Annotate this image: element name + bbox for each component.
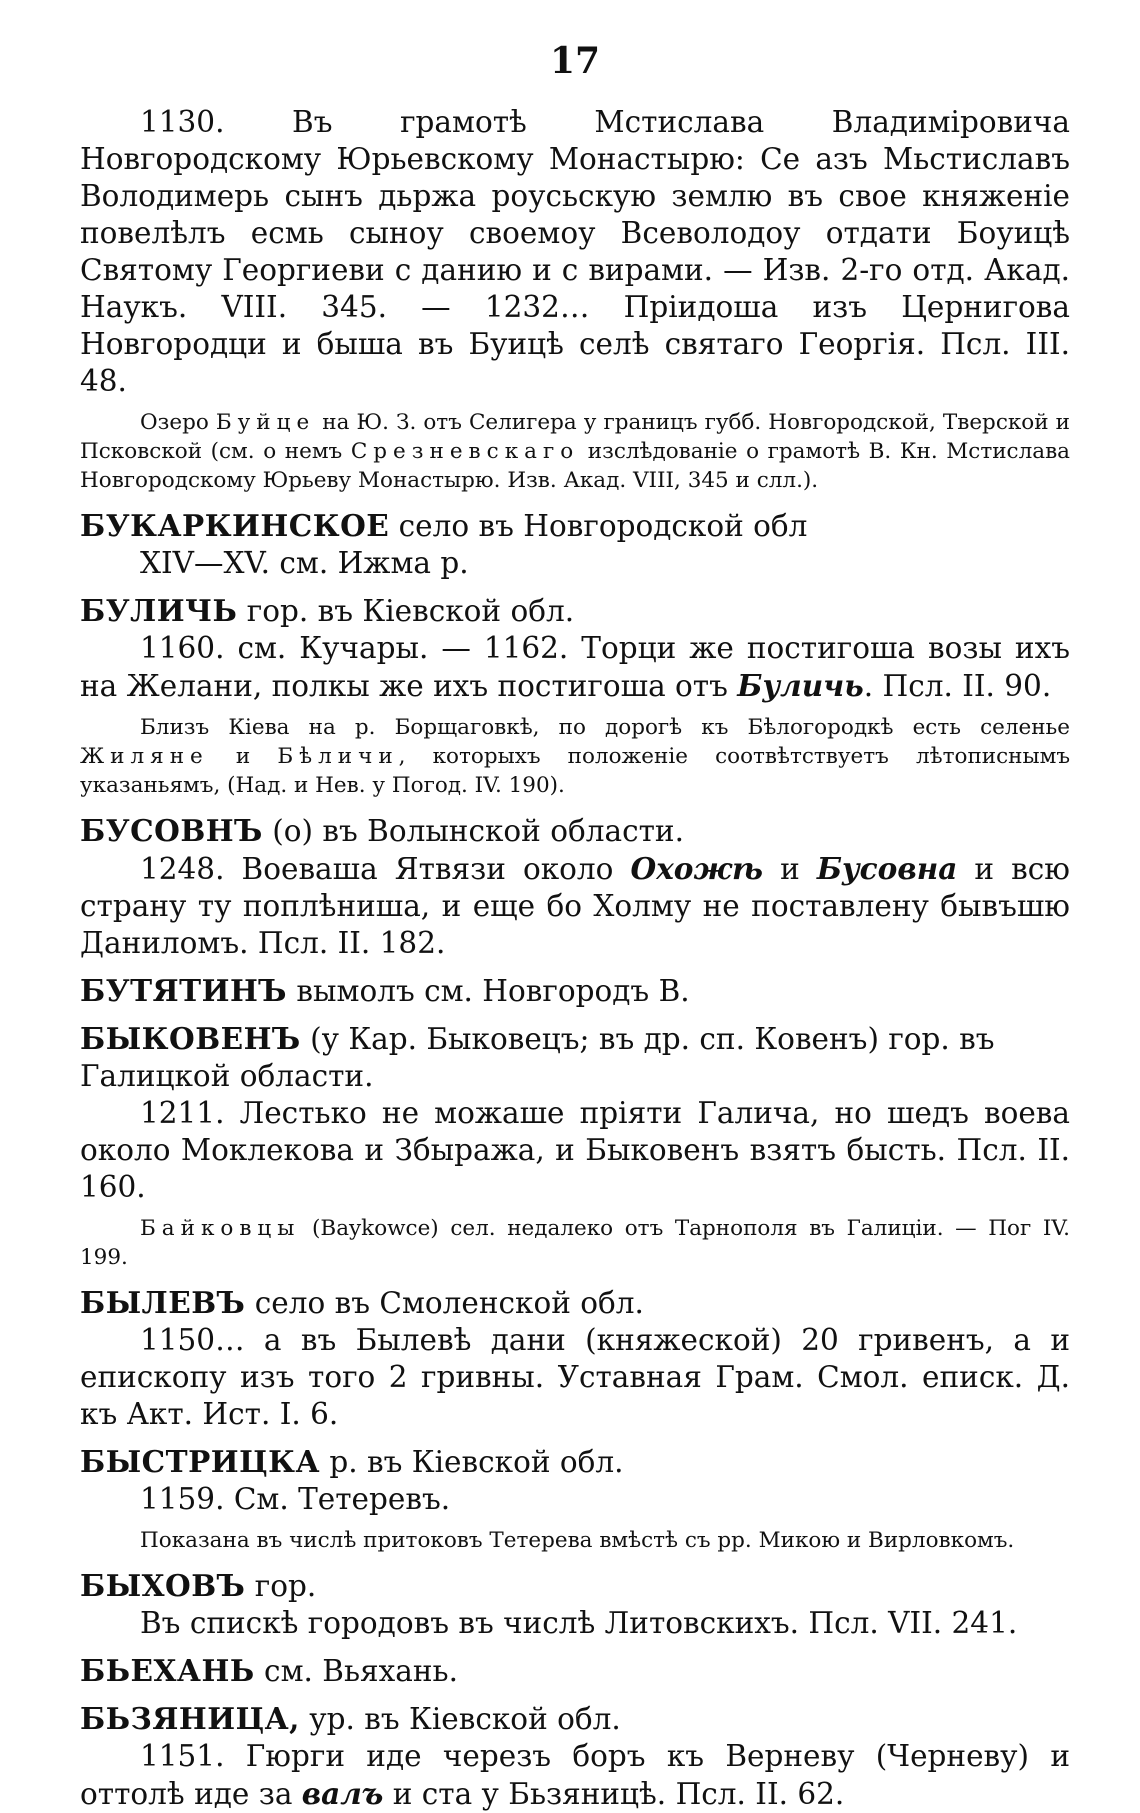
citation-text-a: 1151. Гюрги иде черезъ боръ къ Верневу (Черневу) и оттолѣ иде за — [80, 1739, 1070, 1811]
entry-heading — [80, 1443, 1070, 1481]
citation-italic: валъ — [301, 1776, 384, 1811]
citation-text-b: и всю страну ту поплѣниша, и еще бо Холму не поставлену бывъшю Даниломъ. Псл. II. 182. — [80, 852, 1070, 960]
entry-description: гор. въ Кіевской обл. — [237, 594, 575, 628]
entry-description: ур. въ Кіевской обл. — [299, 1702, 621, 1736]
intro-note-author: Срезневскаго — [350, 439, 580, 464]
entry-description: гор. — [245, 1569, 317, 1603]
citation-text-b: . Псл. II. 90. — [863, 669, 1052, 703]
note-middle: и — [208, 744, 278, 769]
entry-byehan — [80, 1652, 1070, 1690]
entry-heading — [80, 507, 1070, 545]
entry-description: (у Кар. Быковецъ; въ др. сп. Ковенъ) гор. въ Галицкой области. — [80, 1022, 995, 1093]
entry-citation: 1211. Лестько не можаше пріяти Галича, но шедъ воева около Моклекова и Збыража, и Быковенъ взятъ бысть. Псл. II. 160. — [80, 1096, 1070, 1204]
entry-heading — [80, 972, 1070, 1010]
note-spaced-1: Жиляне — [80, 744, 209, 769]
entry-byhov — [80, 1567, 1070, 1642]
entry-description: (о) въ Волынской области. — [262, 814, 684, 848]
entry-note: Показана въ числѣ притоковъ Тетерева вмѣстѣ съ рр. Микою и Вирловкомъ. — [140, 1528, 1015, 1553]
entry-heading — [80, 812, 1070, 850]
entry-term: БЬЕХАНЬ — [80, 1653, 255, 1688]
entry-term: БЬЗЯНИЦА, — [80, 1701, 300, 1736]
entry-term: БУТЯТИНЪ — [80, 973, 288, 1008]
intro-note-spaced-word: Буйце — [215, 410, 316, 435]
entry-citation — [80, 850, 1070, 962]
entry-term: БУЛИЧЬ — [80, 593, 238, 628]
entry-description: р. въ Кіевской обл. — [320, 1445, 624, 1479]
entry-bylev — [80, 1284, 1070, 1433]
note-text-a: Близъ Кіева на р. Борщаговкѣ, по дорогѣ къ Бѣлогородкѣ есть селенье — [140, 715, 1070, 740]
entry-bukarkinskoe — [80, 507, 1070, 582]
citation-italic-1: Охожѣ — [630, 851, 763, 886]
entry-term: БЫХОВЪ — [80, 1568, 246, 1603]
entry-busovn — [80, 812, 1070, 962]
note-spaced-2: Бѣличи — [277, 744, 399, 769]
citation-middle: и — [762, 852, 817, 886]
entry-butyatin — [80, 972, 1070, 1010]
entry-heading — [80, 1700, 1070, 1738]
intro-note-prefix: Озеро — [140, 410, 216, 435]
entry-term: БЫКОВЕНЪ — [80, 1021, 301, 1056]
entry-note — [80, 713, 1070, 800]
entry-heading — [80, 1284, 1070, 1322]
entry-heading — [80, 1020, 1070, 1095]
entry-note — [80, 1214, 1070, 1272]
entry-bystritska — [80, 1443, 1070, 1555]
citation-italic: Буличь — [737, 668, 864, 703]
entry-description: село въ Новгородской обл — [389, 509, 808, 543]
intro-note-suffix: изслѣдованіе о грамотѣ В. Кн. Мстислава Новгородскому Юрьеву Монастырю. Изв. Акад. VIII, 345 и слл.). — [80, 439, 1070, 493]
citation-text-a: 1160. см. Кучары. — 1162. Торци же постигоша возы ихъ на Желани, полкы же ихъ постигоша отъ — [80, 631, 1070, 703]
citation-italic-2: Бусовна — [816, 851, 958, 886]
entry-term: БЫЛЕВЪ — [80, 1285, 246, 1320]
entry-term: БУСОВНЪ — [80, 813, 263, 848]
page-body — [80, 104, 1070, 1813]
entry-citation: Въ спискѣ городовъ въ числѣ Литовскихъ. Псл. VII. 241. — [140, 1606, 1018, 1640]
entry-description: вымолъ см. Новгородъ В. — [287, 974, 690, 1008]
entry-citation: 1150… а въ Былевѣ дани (княжеской) 20 гривенъ, а и епископу изъ того 2 гривны. Уставная Грам. Смол. еписк. Д. къ Акт. Ист. I. 6. — [80, 1323, 1070, 1431]
entry-heading — [80, 1567, 1070, 1605]
citation-text-b: и ста у Бьзяницѣ. Псл. II. 62. — [383, 1777, 845, 1811]
entry-heading — [80, 592, 1070, 630]
entry-bykoven — [80, 1020, 1070, 1272]
entry-term: БЫСТРИЦКА — [80, 1444, 321, 1479]
entry-bzyanitsa — [80, 1700, 1070, 1813]
citation-text-a: 1248. Воеваша Ятвязи около — [140, 852, 631, 886]
entry-citation — [80, 1738, 1070, 1813]
entry-continuation: XIV—XV. см. Ижма р. — [140, 546, 469, 580]
note-text: (Baykowce) сел. недалеко отъ Тарнополя въ Галиціи. — Пог IV. 199. — [80, 1216, 1070, 1270]
note-text-b: , которыхъ положеніе соотвѣтствуетъ лѣтописнымъ указаньямъ, (Над. и Нев. у Погод. IV. 190). — [80, 744, 1070, 798]
intro-paragraph: 1130. Въ грамотѣ Мстислава Владиміровича Новгородскому Юрьевскому Монастырю: Се азъ Мьстиславъ Володимерь сынъ дьржа роусьскую землю въ свое княженіе повелѣлъ есмь сыноу своемоу Всеволодоу отдати Боуицѣ Святому Георгиеви с данию и с вирами. — Изв. 2-го отд. Акад. Наукъ. VIII. 345. — 1232… Пріидоша изъ Цернигова Новгородци и быша въ Буицѣ селѣ святаго Георгія. Псл. III. 48. — [80, 105, 1070, 398]
entry-citation — [80, 630, 1070, 705]
intro-note — [80, 408, 1070, 495]
entry-description: село въ Смоленской обл. — [245, 1286, 644, 1320]
entry-bulich — [80, 592, 1070, 800]
entry-description: см. Вьяхань. — [254, 1654, 458, 1688]
entry-citation: 1159. См. Тетеревъ. — [140, 1482, 451, 1516]
intro-note-middle: на Ю. З. отъ Селигера у границъ губб. Новгородской, Тверской и Псковской (см. о немъ — [80, 410, 1070, 464]
note-spaced: Байковцы — [140, 1216, 301, 1241]
page-number: 17 — [549, 40, 601, 82]
entry-heading — [80, 1652, 1070, 1690]
entry-term: БУКАРКИНСКОЕ — [80, 508, 390, 543]
